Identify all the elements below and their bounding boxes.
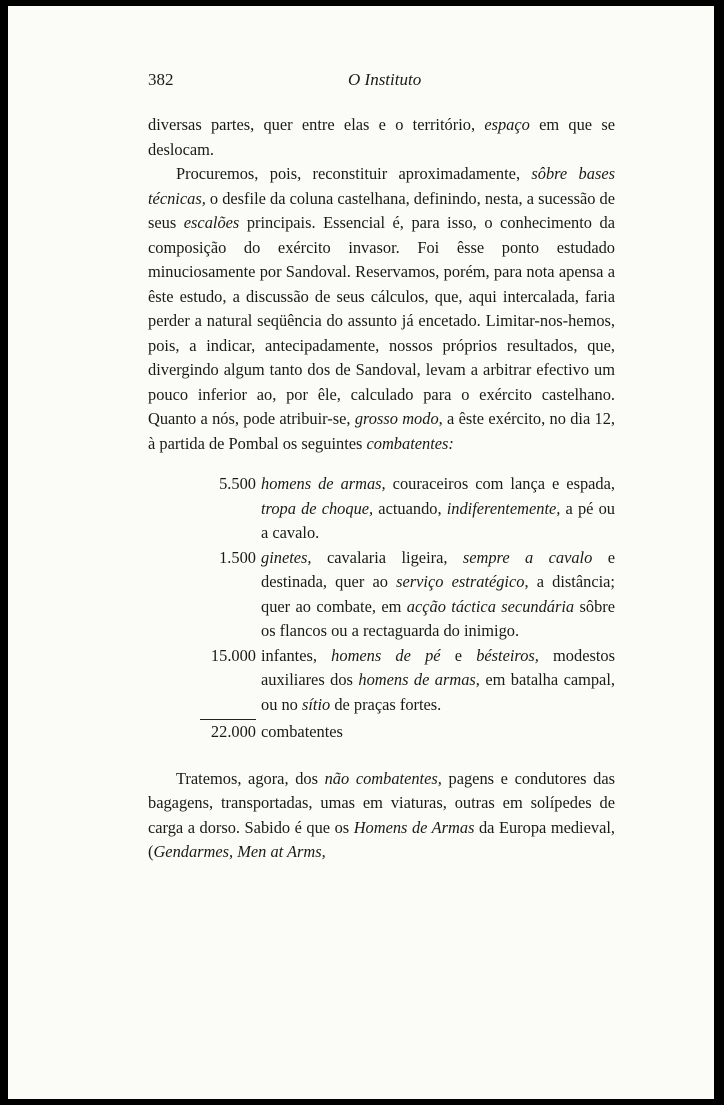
troop-description (261, 646, 615, 714)
text-run: da Europa medieval, ( (148, 817, 615, 861)
italic-run: Homens de Armas (353, 817, 475, 837)
text-run: sôbre os flancos ou a rectaguarda do inimigo. (261, 596, 615, 640)
italic-run: homens de armas, (261, 474, 386, 493)
text-run: o desfile da coluna castelhana, definindo, nesta, a sucessão de seus (148, 188, 615, 232)
italic-run: serviço estratégico (396, 572, 525, 591)
list-item (148, 472, 615, 546)
text-run: actuando, (373, 498, 447, 518)
troop-quantity: 5.500 (219, 474, 256, 493)
italic-run: sempre a cavalo (462, 547, 593, 567)
page-header (148, 70, 628, 94)
total-row (148, 720, 615, 745)
paragraph-1 (148, 113, 615, 162)
running-title: O Instituto (348, 70, 422, 89)
troop-description (261, 548, 615, 641)
italic-run: ginetes, (261, 547, 312, 567)
italic-run: não combatentes, (324, 768, 442, 788)
text-run: pagens e condutores das bagagens, transportadas, umas em viaturas, outras em solípedes de carga a dorso. Sabido é que os (148, 768, 615, 837)
text-run: couraceiros com lança e espada, (385, 474, 615, 493)
text-run: cavalaria ligeira, (311, 547, 463, 567)
italic-run: homens de armas (358, 670, 476, 689)
italic-run: indiferentemente, (446, 498, 561, 518)
total-label: combatentes (261, 722, 343, 741)
text-run: diversas partes, quer entre elas e o território, (148, 115, 485, 134)
page-number: 382 (148, 70, 174, 89)
italic-run: sítio (301, 694, 331, 714)
italic-run: combatentes: (366, 433, 454, 453)
text-run: em que se deslocam. (148, 115, 615, 159)
text-run: principais. Essencial é, para isso, o conhecimento da composição do exército invasor. Foi êsse ponto estudado minuciosamente por Sandoval. Reservamos, porém, para nota apensa a êste estudo, a discussão de seus cálculos, que, aqui intercalada, faria perder a natural seqüência do assunto já encetado. Limitar-nos-hemos, pois, a indicar, antecipadamente, nossos próprios resultados, que, divergindo algum tanto dos de Sandoval, levam a arbitrar efectivo um pouco inferior ao, por êle, calculado para o exército castelhano. Quanto a nós, pode atribuir-se, (148, 213, 615, 428)
troop-list (148, 472, 615, 745)
list-item (148, 546, 615, 644)
italic-run: tropa de choque, (261, 498, 374, 518)
troop-quantity: 15.000 (210, 645, 256, 665)
italic-run: espaço (484, 115, 530, 134)
italic-run: homens de pé (331, 645, 441, 665)
italic-run: Gendarmes, Men at Arms, (153, 842, 326, 861)
text-run: infantes, (261, 645, 332, 665)
list-item (148, 644, 615, 718)
text-run: de praças fortes. (330, 694, 442, 714)
italic-run: grosso modo (354, 409, 439, 428)
paragraph-2 (148, 162, 615, 456)
text-run: Procuremos, pois, reconstituir aproximadamente, (176, 164, 532, 183)
text-run: modestos auxiliares dos (261, 645, 615, 689)
text-run: , em batalha campal, ou no (261, 670, 615, 714)
text-run: , a êste exército, no dia 12, à partida de Pombal os seguintes (148, 409, 615, 453)
text-run: e (440, 645, 477, 665)
text-run: a pé ou a cavalo. (261, 498, 615, 542)
total-quantity: 22.000 (210, 722, 256, 741)
main-text (148, 113, 615, 865)
troop-description (261, 474, 615, 542)
italic-run: escalões (183, 213, 240, 232)
text-run: , a distância; quer ao combate, em (261, 572, 615, 616)
italic-run: bésteiros, (476, 645, 539, 665)
paragraph-3 (148, 767, 615, 865)
text-run: e destinada, quer ao (261, 547, 615, 591)
italic-run: acção táctica secundária (406, 596, 575, 616)
italic-run: sôbre bases técnicas, (148, 164, 615, 208)
text-run: Tratemos, agora, dos (176, 768, 325, 788)
troop-quantity: 1.500 (219, 547, 256, 567)
spacer (148, 745, 615, 767)
